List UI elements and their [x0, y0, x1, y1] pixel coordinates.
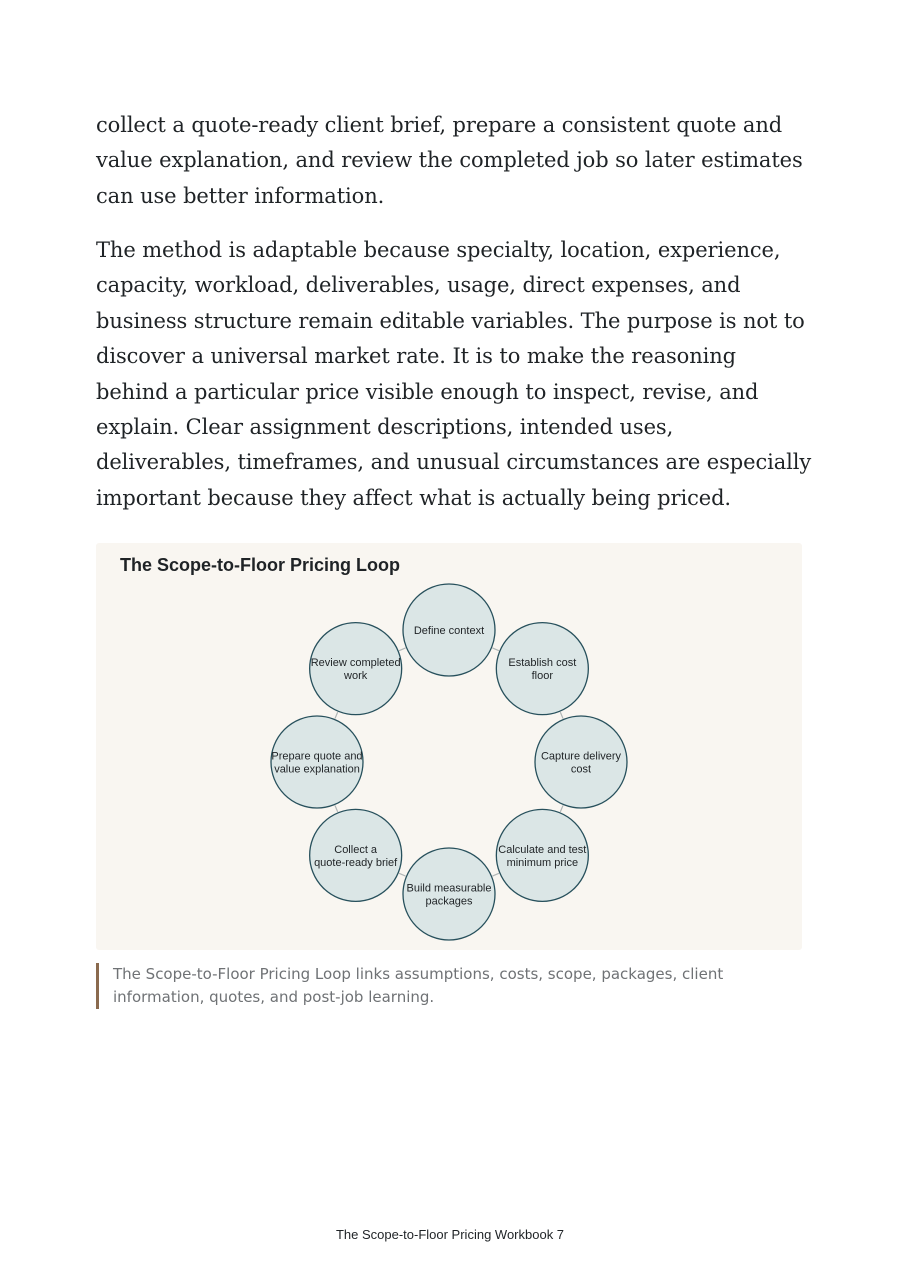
page-footer: The Scope-to-Floor Pricing Workbook 7 — [335, 1227, 565, 1242]
loop-node — [310, 623, 402, 715]
body-paragraph: The method is adaptable because specialty, location, experience, capacity, workload, deliverables, usage, direct expenses, and business structure remain editable variables. The purpose is not to discover a universal market rate. It is to make the reasoning behind a particular price visible enough to inspect, revise, and explain. Clear assignment descriptions, intended uses, deliverables, timeframes, and unusual circumstances are especially important because they affect what is actually being priced. — [96, 238, 812, 510]
loop-node — [310, 809, 402, 901]
loop-connector — [335, 805, 338, 811]
loop-node-label: Build measurable packages — [406, 882, 492, 908]
figure-title: The Scope-to-Floor Pricing Loop — [120, 555, 400, 575]
loop-node — [271, 716, 363, 808]
loop-connector — [492, 873, 498, 876]
body-paragraph: collect a quote-ready client brief, prepare a consistent quote and value explanation, and review the completed job so later estimates can use better information. — [96, 113, 803, 208]
loop-node-label: Review completed work — [310, 657, 401, 683]
loop-diagram — [96, 543, 802, 950]
loop-node — [535, 716, 627, 808]
loop-node — [403, 848, 495, 940]
loop-node — [496, 623, 588, 715]
loop-node-label: Define context — [413, 625, 485, 637]
loop-connector — [399, 873, 405, 876]
figure-pricing-loop — [96, 543, 802, 950]
loop-node-label: Establish cost floor — [508, 657, 577, 683]
loop-node-label: Capture delivery cost — [540, 750, 622, 776]
loop-node-label: Prepare quote and value explanation — [271, 750, 363, 776]
loop-node — [496, 809, 588, 901]
loop-node — [403, 584, 495, 676]
loop-connector — [560, 805, 563, 811]
figure-caption: The Scope-to-Floor Pricing Loop links assumptions, costs, scope, packages, client information, quotes, and post-job learning. — [96, 963, 815, 1009]
loop-connector — [335, 712, 338, 718]
loop-node-label: Calculate and test minimum price — [498, 843, 587, 869]
loop-connector — [560, 712, 563, 718]
loop-connector — [492, 648, 498, 651]
loop-nodes — [271, 584, 627, 940]
loop-connector — [399, 648, 405, 651]
loop-node-label: Collect a quote-ready brief — [314, 843, 398, 869]
